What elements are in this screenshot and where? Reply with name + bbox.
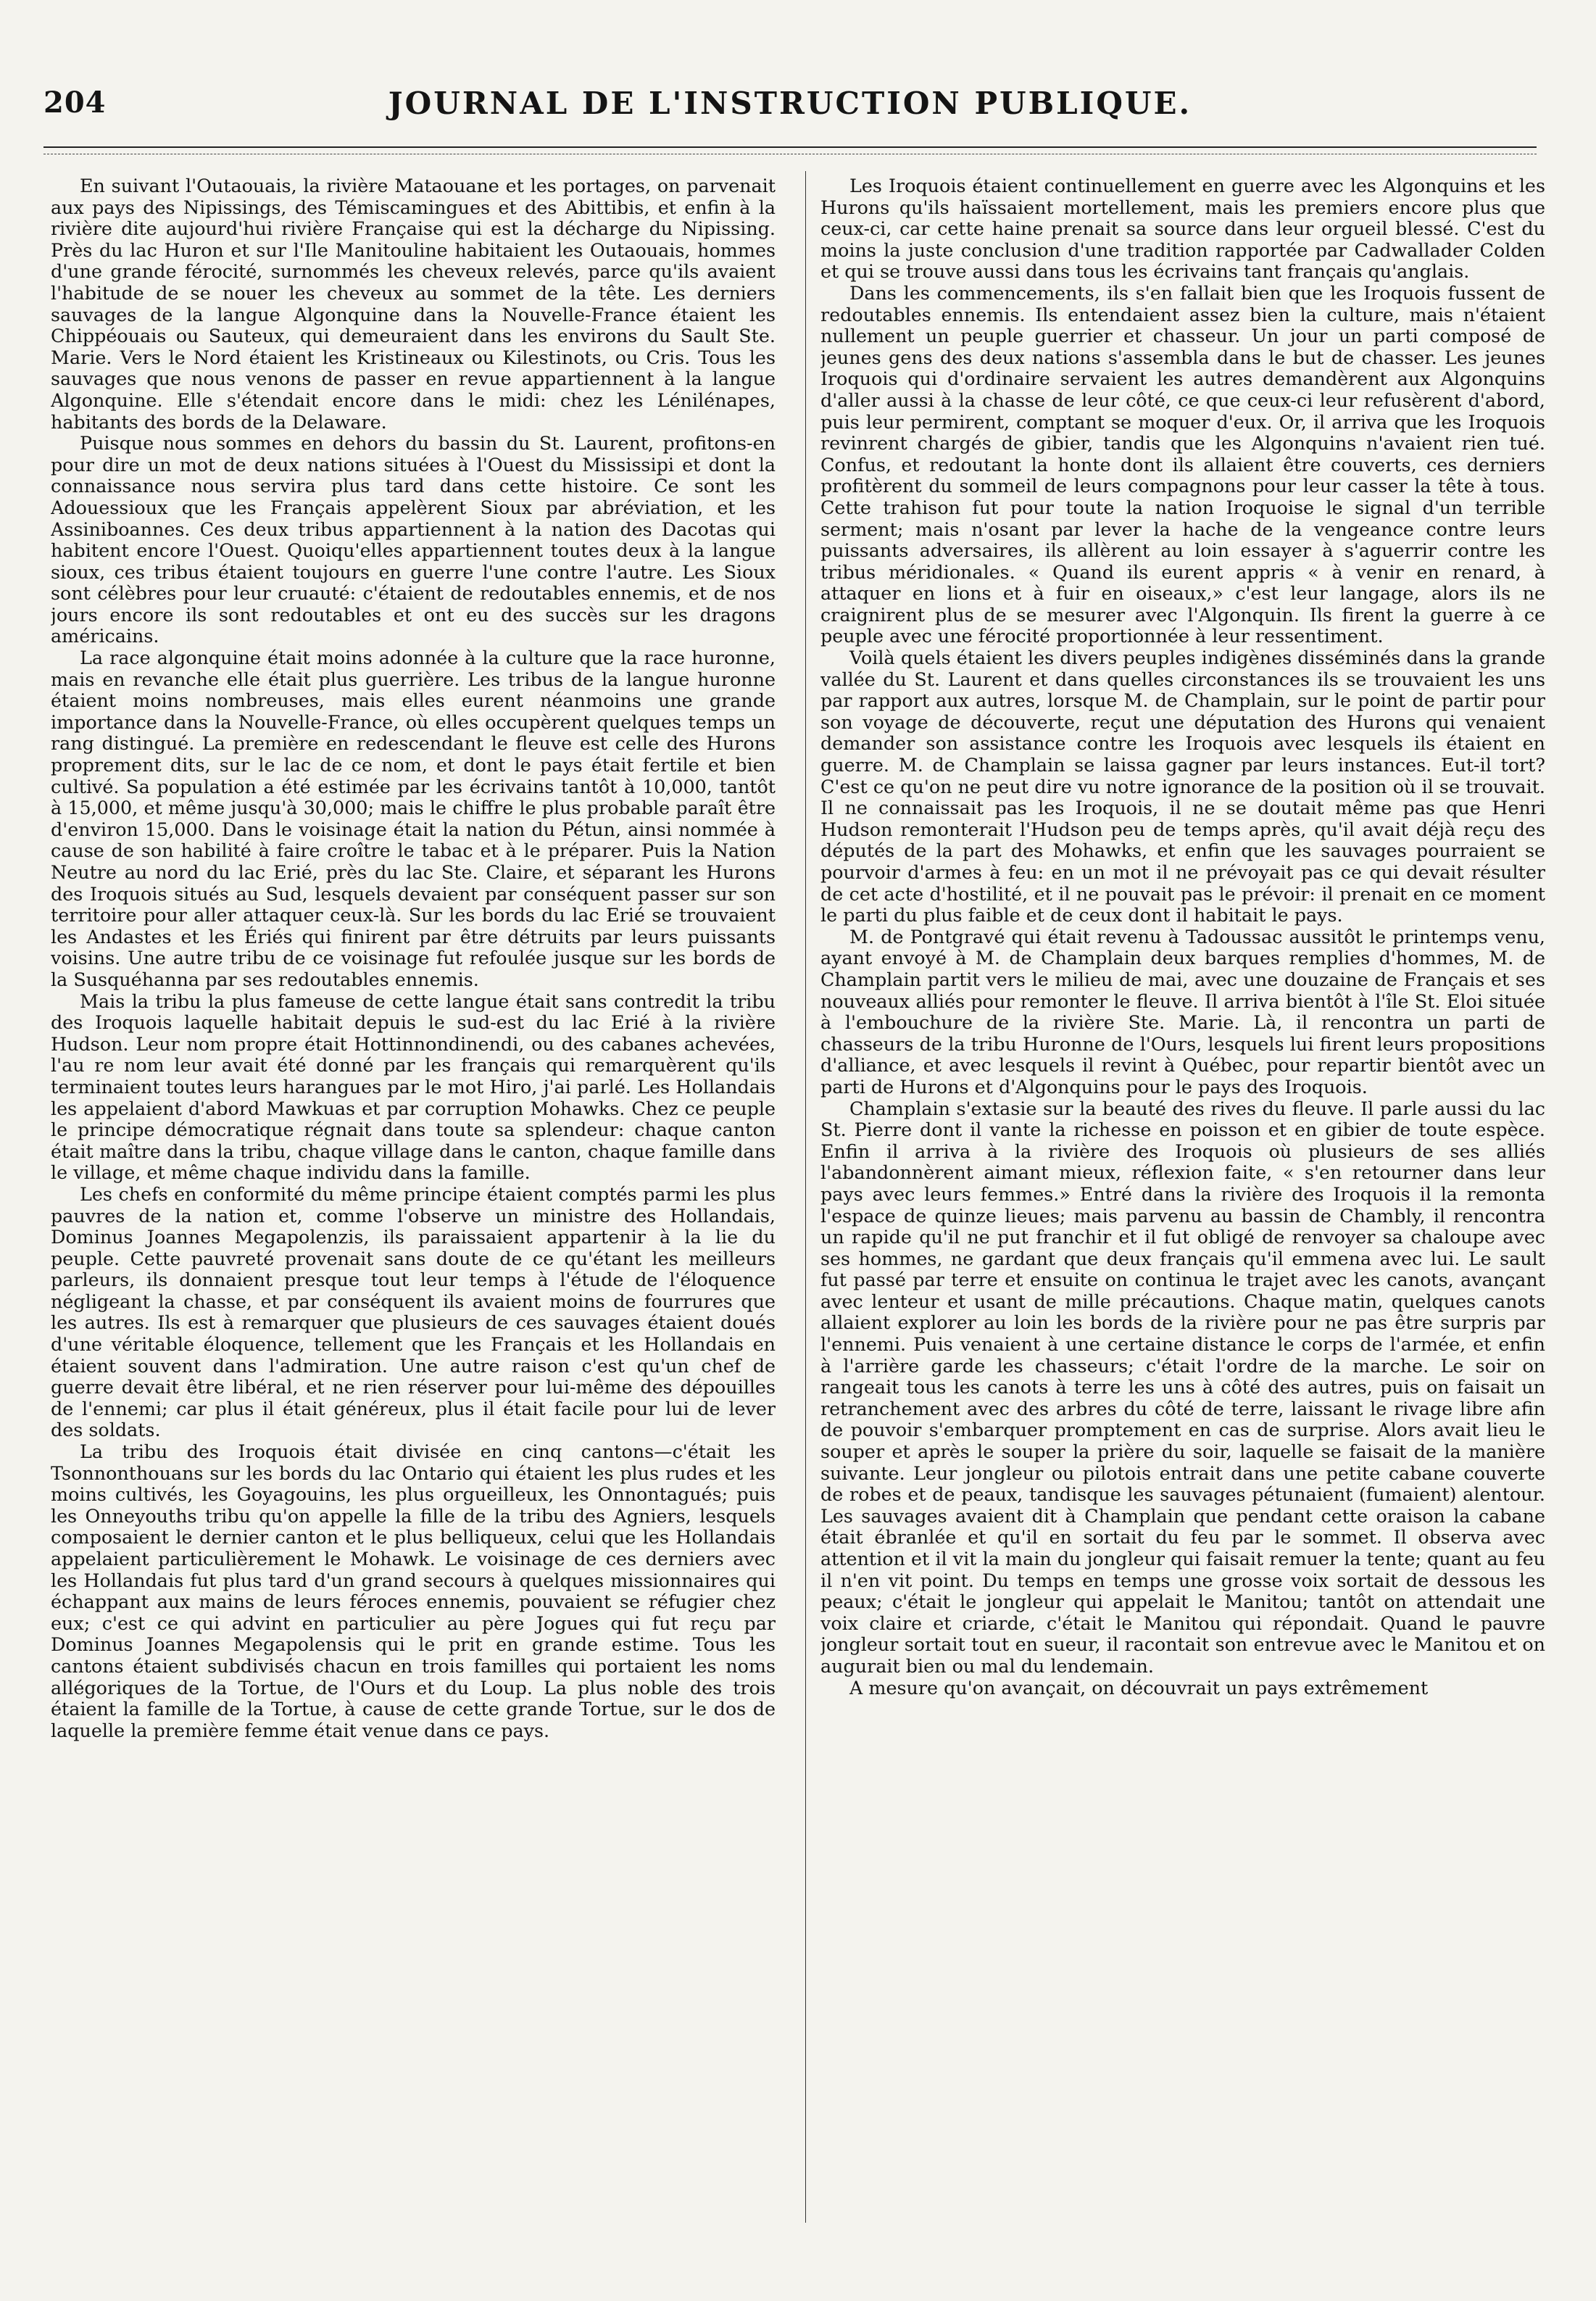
paragraph: La tribu des Iroquois était divisée en cinq cantons—c'était les Tsonnonthouans sur les bords du lac Ontario qui étaient les plus rudes et les moins cultivés, les Goyagouins, les plus orgueilleux, les Onnontagués; puis les Onneyouths tribu qu'on appelle la fille de la tribu des Agniers, lesquels composaient le dernier canton et le plus belliqueux, celui que les Hollandais appelaient particulièrement le Mohawk. Le voisinage de ces derniers avec les Hollandais fut plus tard d'un grand secours à quelques missionnaires qui échappant aux mains de leurs féroces ennemis, pouvaient se réfugier chez eux; c'est ce qui advint en particulier au père Jogues qui fut reçu par Dominus Joannes Megapolensis qui le prit en grande estime. Tous les cantons étaient subdivisés chacun en trois familles qui portaient les noms allégoriques de la Tortue, de l'Ours et du Loup. La plus noble des trois étaient la famille de la Tortue, à cause de cette grande Tortue, sur le dos de laquelle la première femme était venue dans ce pays. <box>51 1440 776 1741</box>
paragraph: Mais la tribu la plus fameuse de cette langue était sans contredit la tribu des Iroquois laquelle habitait depuis le sud-est du lac Erié à la rivière Hudson. Leur nom propre était Hottinnondinendi, ou des cabanes achevées, l'au re nom leur avait été donné par les français qui remarquèrent qu'ils terminaient toutes leurs harangues par le mot Hiro, j'ai parlé. Les Hollandais les appelaient d'abord Mawkuas et par corruption Mohawks. Chez ce peuple le principe démocratique régnait dans toute sa splendeur: chaque canton était maître dans la tribu, chaque village dans le canton, chaque famille dans le village, et même chaque individu dans la famille. <box>51 990 776 1184</box>
right-column <box>820 175 1545 2220</box>
paragraph: Les chefs en conformité du même principe étaient comptés parmi les plus pauvres de la nation et, comme l'observe un ministre des Hollandais, Dominus Joannes Megapolenzis, ils paraissaient appartenir à la lie du peuple. Cette pauvreté provenait sans doute de ce qu'étant les meilleurs parleurs, ils donnaient presque tout leur temps à l'étude de l'éloquence négligeant la chasse, et par conséquent ils avaient moins de fourrures que les autres. Ils est à remarquer que plusieurs de ces sauvages étaient doués d'une véritable éloquence, tellement que les Français et les Hollandais en étaient souvent dans l'admiration. Une autre raison c'est qu'un chef de guerre devait être libéral, et ne rien réserver pour lui-même des dépouilles de l'ennemi; car plus il était généreux, plus il était facile pour lui de lever des soldats. <box>51 1182 776 1441</box>
paragraph: Voilà quels étaient les divers peuples indigènes disséminés dans la grande vallée du St. Laurent et dans quelles circonstances ils se trouvaient les uns par rapport aux autres, lorsque M. de Champlain, sur le point de partir pour son voyage de découverte, reçut une députation des Hurons qui venaient demander son assistance contre les Iroquois avec lesquels ils étaient en guerre. M. de Champlain se laissa gagner par leurs instances. Eut-il tort? C'est ce qu'on ne peut dire vu notre ignorance de la position où il se trouvait. Il ne connaissait pas les Iroquois, il ne se doutait même pas que Henri Hudson remonterait l'Hudson peu de temps après, qu'il avait déjà reçu des députés de la part des Mohawks, et enfin que les sauvages pourraient se pourvoir d'armes à feu: en un mot il ne prévoyait pas ce qui devait résulter de cet acte d'hostilité, et il ne pouvait pas le prévoir: il prenait en ce moment le parti du plus faible et de ceux dont il habitait le pays. <box>820 647 1545 926</box>
paragraph: En suivant l'Outaouais, la rivière Mataouane et les portages, on parvenait aux pays des Nipissings, des Témiscamingues et des Abittibis, et enfin à la rivière dite aujourd'hui rivière Française qui est la décharge du Nipissing. Près du lac Huron et sur l'Ile Manitouline habitaient les Outaouais, hommes d'une grande férocité, surnommés les cheveux relevés, parce qu'ils avaient l'habitude de se nouer les cheveux au sommet de la tête. Les derniers sauvages de la langue Algonquine dans la Nouvelle-France étaient les Chippéouais ou Sauteux, qui demeuraient dans les environs du Sault Ste. Marie. Vers le Nord étaient les Kristineaux ou Kilestinots, ou Cris. Tous les sauvages que nous venons de passer en revue appartiennent à la langue Algonquine. Elle s'étendait encore dans le midi: chez les Lénilénapes, habitants des bords de la Delaware. <box>51 175 776 433</box>
paragraph: Puisque nous sommes en dehors du bassin du St. Laurent, profitons-en pour dire un mot de deux nations situées à l'Ouest du Mississipi et dont la connaissance nous servira plus tard dans cette histoire. Ce sont les Adouessioux que les Français appelèrent Sioux par abréviation, et les Assiniboannes. Ces deux tribus appartiennent à la nation des Dacotas qui habitent encore l'Ouest. Quoiqu'elles appartiennent toutes deux à la langue sioux, ces tribus étaient toujours en guerre l'une contre l'autre. Les Sioux sont célèbres pour leur cruauté: c'étaient de redoutables ennemis, et de nos jours encore ils sont redoutables et ont eu des succès sur les dragons américains. <box>51 432 776 647</box>
paragraph: M. de Pontgravé qui était revenu à Tadoussac aussitôt le printemps venu, ayant envoyé à M. de Champlain deux barques remplies d'hommes, M. de Champlain partit vers le milieu de mai, avec une douzaine de Français et ses nouveaux alliés pour remonter le fleuve. Il arriva bientôt à l'île St. Eloi située à l'embouchure de la rivière Ste. Marie. Là, il rencontra un parti de chasseurs de la tribu Huronne de l'Ours, lesquels lui firent leurs propositions d'alliance, et avec lesquels il revint à Québec, pour repartir bientôt avec un parti de Hurons et d'Algonquins pour le pays des Iroquois. <box>820 925 1545 1098</box>
page-number: 204 <box>43 86 107 120</box>
paragraph: La race algonquine était moins adonnée à la culture que la race huronne, mais en revanche elle était plus guerrière. Les tribus de la langue huronne étaient moins nombreuses, mais elles eurent néanmoins une grande importance dans la Nouvelle-France, où elles occupèrent quelques temps un rang distingué. La première en redescendant le fleuve est celle des Hurons proprement dits, sur le lac de ce nom, et dont le pays était fertile et bien cultivé. Sa population a été estimée par les écrivains tantôt à 10,000, tantôt à 15,000, et même jusqu'à 30,000; mais le chiffre le plus probable paraît être d'environ 15,000. Dans le voisinage était la nation du Pétun, ainsi nommée à cause de son habilité à faire croître le tabac et à le préparer. Puis la Nation Neutre au nord du lac Erié, près du lac Ste. Claire, et séparant les Hurons des Iroquois situés au Sud, lesquels devaient par conséquent passer sur son territoire pour aller attaquer ceux-là. Sur les bords du lac Erié se trouvaient les Andastes et les Ériés qui finirent par être détruits par leurs puissants voisins. Une autre tribu de ce voisinage fut refoulée jusque sur les bords de la Susquéhanna par ses redoutables ennemis. <box>51 647 776 990</box>
running-title: JOURNAL DE L'INSTRUCTION PUBLIQUE. <box>388 86 1192 121</box>
page-header <box>43 86 1537 129</box>
paragraph: Dans les commencements, ils s'en fallait bien que les Iroquois fussent de redoutables ennemis. Ils entendaient assez bien la culture, mais n'étaient nullement un peuple guerrier et chasseur. Un jour un parti composé de jeunes gens des deux nations s'assembla dans le but de chasser. Les jeunes Iroquois qui d'ordinaire servaient les autres demandèrent aux Algonquins d'aller aussi à la chasse de leur côté, ce que ceux-ci leur refusèrent d'abord, puis leur permirent, comptant se moquer d'eux. Or, il arriva que les Iroquois revinrent chargés de gibier, tandis que les Algonquins n'avaient rien tué. Confus, et redoutant la honte dont ils allaient être couverts, ces derniers profitèrent du sommeil de leurs compagnons pour leur casser la tête à tous. Cette trahison fut pour toute la nation Iroquoise le signal d'un terrible serment; mais n'osant par lever la hache de la vengeance contre leurs puissants adversaires, ils allèrent au loin essayer à s'aguerrir contre les tribus méridionales. « Quand ils eurent appris « à venir en renard, à attaquer en lions et à fuir en oiseaux,» c'est leur langage, alors ils ne craignirent plus de se mesurer avec l'Algonquin. Ils firent la guerre à ce peuple avec une férocité proportionnée à leur ressentiment. <box>820 281 1545 647</box>
paragraph: Les Iroquois étaient continuellement en guerre avec les Algonquins et les Hurons qu'ils haïssaient mortellement, mais les premiers encore plus que ceux-ci, car cette haine prenait sa source dans leur orgueil blessé. C'est du moins la juste conclusion d'une tradition rapportée par Cadwallader Colden et qui se trouve aussi dans tous les écrivains tant français qu'anglais. <box>820 175 1545 283</box>
column-divider <box>805 171 806 2223</box>
paragraph: A mesure qu'on avançait, on découvrait un pays extrêmement <box>849 1676 1429 1699</box>
left-column <box>51 175 776 2220</box>
paragraph: Champlain s'extasie sur la beauté des rives du fleuve. Il parle aussi du lac St. Pierre dont il vante la richesse en poisson et en gibier de toute espèce. Enfin il arriva à la rivière des Iroquois où plusieurs de ses alliés l'abandonnèrent aimant mieux, réflexion faite, « s'en retourner dans leur pays avec leurs femmes.» Entré dans la rivière des Iroquois il la remonta l'espace de quinze lieues; mais parvenu au bassin de Chambly, il rencontra un rapide qu'il ne put franchir et il fut obligé de renvoyer sa chaloupe avec ses hommes, ne gardant que deux français qu'il emmena avec lui. Le sault fut passé par terre et ensuite on continua le trajet avec les canots, avançant avec lenteur et usant de mille précautions. Chaque matin, quelques canots allaient explorer au loin les bords de la rivière pour ne pas être surpris par l'ennemi. Puis venaient à une certaine distance le corps de l'armée, et enfin à l'arrière garde les chasseurs; c'était l'ordre de la marche. Le soir on rangeait tous les canots à terre les uns à côté des autres, puis on faisait un retranchement avec des arbres du côté de terre, laissant le rivage libre afin de pouvoir s'embarquer promptement en cas de surprise. Alors avait lieu le souper et après le souper la prière du soir, laquelle se faisait de la manière suivante. Leur jongleur ou pilotois entrait dans une petite cabane couverte de robes et de peaux, tandisque les sauvages pétunaient (fumaient) alentour. Les sauvages avaient dit à Champlain que pendant cette oraison la cabane était ébranlée et qu'il en sortait du feu par le sommet. Il observa avec attention et il vit la main du jongleur qui faisait remuer la tente; quant au feu il n'en vit point. Du temps en temps une grosse voix sortait de dessous les peaux; c'était le jongleur qui appelait le Manitou; tantôt on attendait une voix claire et criarde, c'était le Manitou qui répondait. Quand le pauvre jongleur sortait tout en sueur, il racontait son entrevue avec le Manitou et on augurait bien ou mal du lendemain. <box>820 1097 1545 1677</box>
header-rule <box>43 146 1537 148</box>
